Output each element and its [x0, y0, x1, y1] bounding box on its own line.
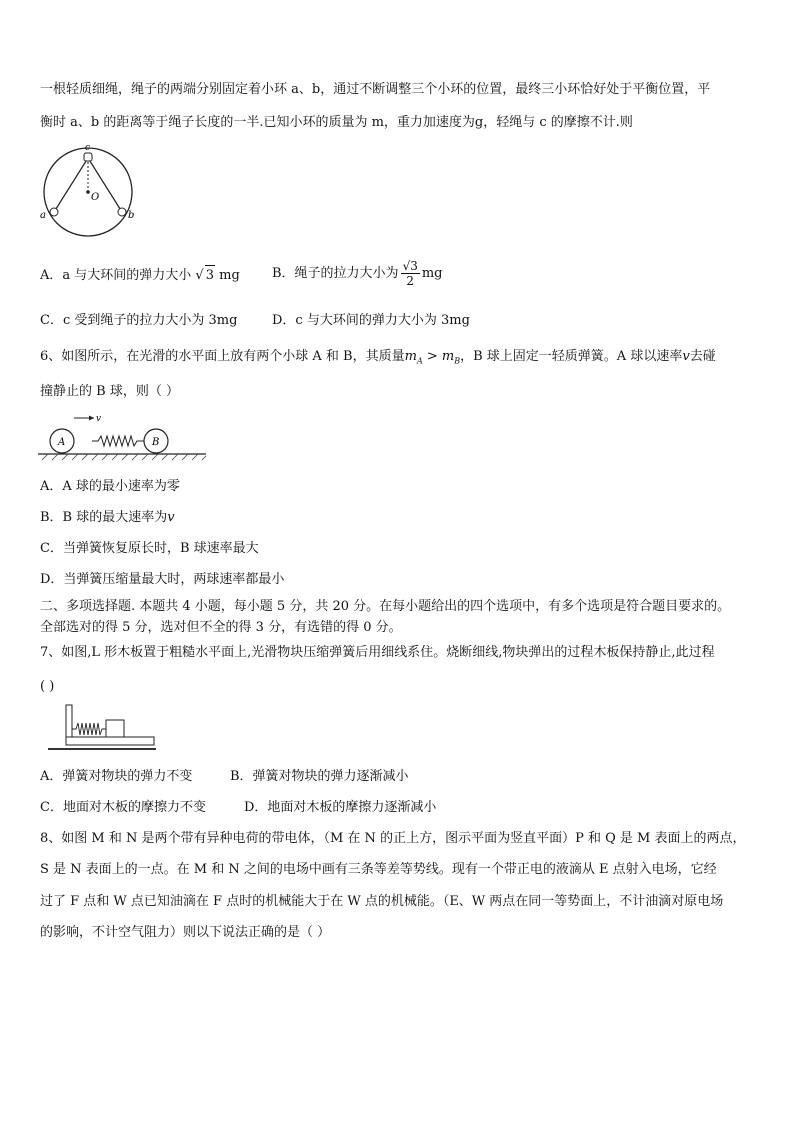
q7-stem-line2: ( ) [40, 679, 55, 694]
ball-b-label: B [152, 437, 160, 448]
block [106, 720, 124, 737]
label-c: c [85, 143, 91, 153]
q7-stem-line1: 7、如图,L 形木板置于粗糙水平面上,光滑物块压缩弹簧后用细线系住。烧断细线,物块弹出的过程木板保持静止,此过程 [40, 645, 715, 660]
label-o: O [91, 192, 100, 203]
q6-stem-part1: 6、如图所示，在光滑的水平面上放有两个小球 A 和 B，其质量 [40, 349, 405, 364]
q5-option-b-text: B．绳子的拉力大小为 [272, 266, 399, 281]
q5-option-c: C．c 受到绳子的拉力大小为 3mg [40, 313, 238, 328]
ring-c [84, 153, 92, 161]
q5-option-a [40, 265, 240, 286]
q7-option-c: C．地面对木板的摩擦力不变 [40, 800, 206, 815]
ball-a-label: A [58, 437, 66, 448]
compressed-spring [72, 723, 106, 735]
q8-line3: 过了 F 点和 W 点已知油滴在 F 点时的机械能大于在 W 点的机械能。（E、W 两点在同一等势面上，不计油滴对原电场 [40, 894, 724, 909]
q7-board-figure [46, 702, 158, 754]
rope-right [88, 158, 122, 212]
q6-stem-part2: ，B 球上固定一轻质弹簧。A 球以速率 [460, 349, 683, 364]
section2-line1: 二、多项选择题. 本题共 4 小题，每小题 5 分，共 20 分。在每小题给出的四个选项中，有多个选项是符合题目要求的。 [40, 599, 731, 614]
q6-option-b-text: B．B 球的最大速率为 [40, 510, 168, 525]
q6-stem-part3: 去碰 [689, 349, 716, 364]
section2-line2: 全部选对的得 5 分，选对但不全的得 3 分，有选错的得 0 分。 [40, 620, 402, 635]
q8-line4: 的影响，不计空气阻力）则以下说法正确的是（ ） [40, 925, 331, 940]
ring-a [50, 208, 58, 216]
q5-option-b [272, 256, 443, 292]
q6-stem-line2: 撞静止的 B 球，则（ ） [40, 384, 179, 399]
q5-option-a-radicand: 3 [205, 265, 215, 286]
ground-hatching [42, 454, 206, 460]
q6-stem-line1 [40, 347, 716, 372]
q5-stem-line2: 衡时 a、b 的距离等于绳子长度的一半.已知小环的质量为 m，重力加速度为g，轻绳与 c 的摩擦不计.则 [40, 115, 633, 130]
q5-option-b-unit: mg [421, 266, 443, 281]
fraction-denominator: 2 [406, 274, 415, 288]
q7-option-d: D．地面对木板的摩擦力逐渐减小 [244, 800, 437, 815]
q6-mass-relation: $m_A > m_B$ [404, 349, 461, 366]
q8-line2: S 是 N 表面上的一点。在 M 和 N 之间的电场中画有三条等差等势线。现有一个带正电的液滴从 E 点射入电场，它经 [40, 862, 717, 877]
q7-option-b: B．弹簧对物块的弹力逐渐减小 [230, 769, 409, 784]
q6-option-b-v: v [167, 510, 175, 525]
q5-stem-line1: 一根轻质细绳，绳子的两端分别固定着小环 a、b，通过不断调整三个小环的位置，最终三小环恰好处于平衡位置，平 [40, 82, 711, 97]
q7-option-a: A．弹簧对物块的弹力不变 [40, 769, 193, 784]
label-b: b [128, 210, 135, 221]
ring-b [118, 208, 126, 216]
q5-option-a-unit: mg [219, 268, 240, 283]
q6-option-a: A．A 球的最小速率为零 [40, 479, 180, 494]
spring [92, 436, 144, 446]
q8-line1: 8、如图 M 和 N 是两个带有异种电荷的带电体，（M 在 N 的正上方，图示平面为竖直平面）P 和 Q 是 M 表面上的两点， [40, 831, 746, 846]
rope-left [54, 158, 88, 212]
q6-option-c: C．当弹簧恢复原长时，B 球速率最大 [40, 541, 259, 556]
q5-ring-figure [36, 140, 146, 240]
l-board-base [66, 737, 154, 745]
fraction-numerator: √3 [402, 259, 418, 273]
q6-option-b [40, 508, 175, 528]
velocity-arrowhead [89, 416, 94, 421]
q5-option-d: D．c 与大环间的弹力大小为 3mg [272, 313, 470, 328]
q6-stem-v: v [682, 349, 690, 364]
q6-spring-figure [36, 408, 216, 464]
center-dot [86, 190, 90, 194]
label-a: a [40, 210, 46, 221]
q5-option-b-fraction [401, 259, 420, 288]
q5-option-a-text: A．a 与大环间的弹力大小 [40, 268, 192, 283]
l-board-wall [66, 705, 72, 737]
q6-option-d: D．当弹簧压缩量最大时，两球速率都最小 [40, 572, 285, 587]
sqrt-sign: √ [195, 268, 204, 283]
velocity-label: v [96, 414, 102, 424]
